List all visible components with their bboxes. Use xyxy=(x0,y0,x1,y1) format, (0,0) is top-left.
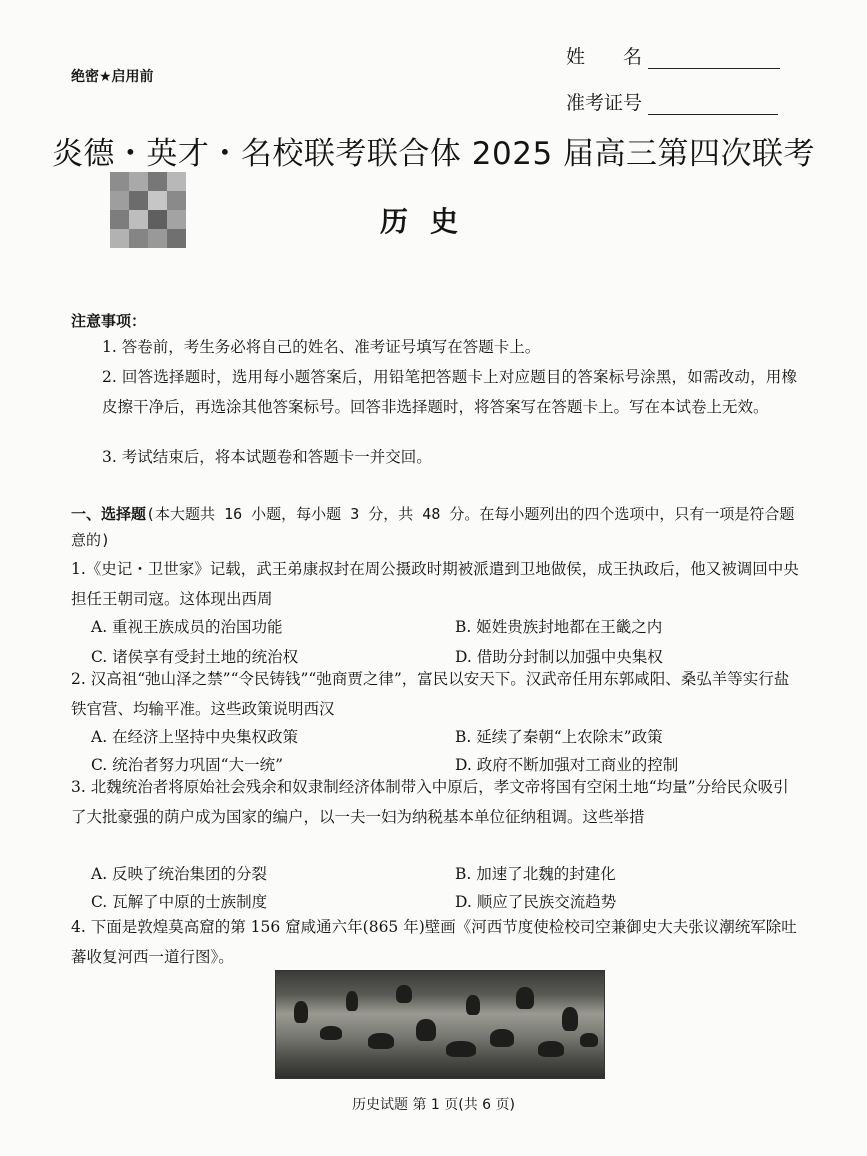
question-3-option-d: D. 顺应了民族交流趋势 xyxy=(455,893,617,911)
question-2-option-a: A. 在经济上坚持中央集权政策 xyxy=(91,728,299,746)
notice-item-2: 2. 回答选择题时，选用每小题答案后，用铅笔把答题卡上对应题目的答案标号涂黑，如需改动，用橡皮擦干净后，再选涂其他答案标号。回答非选择题时，将答案写在答题卡上。写在本试卷上无效。 xyxy=(102,368,797,416)
id-label: 准考证号 xyxy=(566,92,643,114)
notice-item-1: 1. 答卷前，考生务必将自己的姓名、准考证号填写在答题卡上。 xyxy=(102,338,541,356)
question-2-option-b: B. 延续了秦朝“上农除末”政策 xyxy=(455,728,663,746)
question-3-option-b: B. 加速了北魏的封建化 xyxy=(455,865,616,883)
question-2-option-d: D. 政府不断加强对工商业的控制 xyxy=(455,756,679,774)
name-field xyxy=(566,42,780,69)
name-label: 姓 名 xyxy=(566,46,643,68)
qr-code-blurred xyxy=(110,172,186,248)
subject-title: 历史 xyxy=(380,205,481,238)
page-footer: 历史试题 第 1 页(共 6 页) xyxy=(352,1097,515,1113)
id-blank xyxy=(648,90,778,115)
name-blank xyxy=(648,44,780,69)
question-1-option-b: B. 姬姓贵族封地都在王畿之内 xyxy=(455,618,663,636)
question-3-option-a: A. 反映了统治集团的分裂 xyxy=(91,865,268,883)
id-field xyxy=(566,88,778,115)
question-3-stem: 3. 北魏统治者将原始社会残余和奴隶制经济体制带入中原后，孝文帝将国有空闲土地“均量”分给民众吸引了大批豪强的荫户成为国家的编户，以一夫一妇为纳税基本单位征纳租调。这些举措 xyxy=(71,778,789,826)
question-1-option-d: D. 借助分封制以加强中央集权 xyxy=(455,648,663,666)
question-1-option-c: C. 诸侯享有受封土地的统治权 xyxy=(91,648,299,666)
notice-item-3: 3. 考试结束后，将本试题卷和答题卡一并交回。 xyxy=(102,448,432,466)
section-heading xyxy=(71,501,801,553)
question-2-option-c: C. 统治者努力巩固“大一统” xyxy=(91,756,284,774)
section-title: 一、选择题 xyxy=(71,505,147,523)
exam-title: 炎德・英才・名校联考联合体 2025 届高三第四次联考 xyxy=(51,136,816,172)
question-2-stem: 2. 汉高祖“弛山泽之禁”“令民铸钱”“弛商贾之律”，富民以安天下。汉武帝任用东郭咸阳、桑弘羊等实行盐铁官营、均输平准。这些政策说明西汉 xyxy=(71,670,790,718)
question-1-stem: 1.《史记・卫世家》记载，武王弟康叔封在周公摄政时期被派遣到卫地做侯，成王执政后，他又被调回中央担任王朝司寇。这体现出西周 xyxy=(71,560,799,608)
section-desc: (本大题共 16 小题，每小题 3 分，共 48 分。在每小题列出的四个选项中，只有一项是符合题意的) xyxy=(71,505,795,549)
confidential-label: 绝密★启用前 xyxy=(71,69,154,85)
question-4-stem: 4. 下面是敦煌莫高窟的第 156 窟咸通六年(865 年)壁画《河西节度使检校司空兼御史大夫张议潮统军除吐蕃收复河西一道行图》。 xyxy=(71,918,797,966)
notice-heading: 注意事项： xyxy=(71,312,147,330)
question-3-option-c: C. 瓦解了中原的士族制度 xyxy=(91,893,268,911)
mural-image xyxy=(275,970,605,1079)
question-1-option-a: A. 重视王族成员的治国功能 xyxy=(91,618,283,636)
